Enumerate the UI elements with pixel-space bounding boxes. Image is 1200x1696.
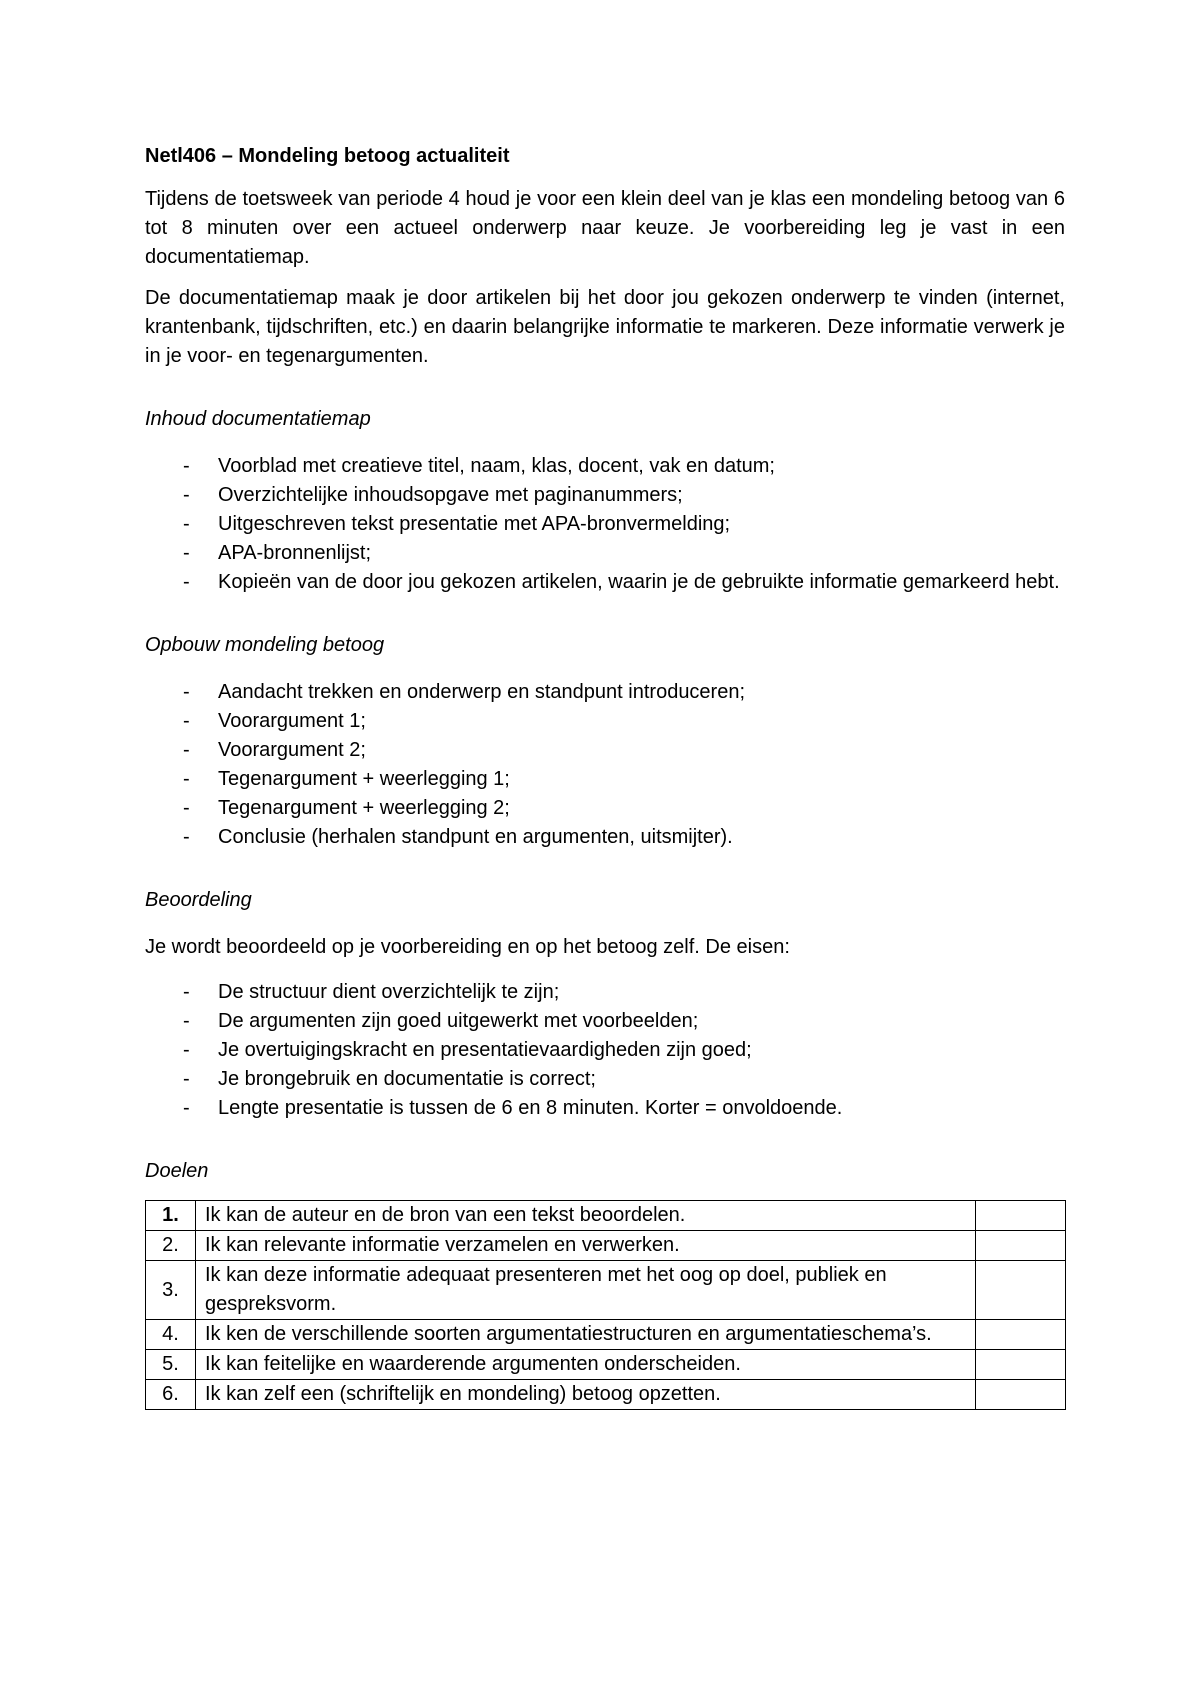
dash-bullet: - xyxy=(183,710,190,732)
list-opbouw xyxy=(145,678,1065,852)
table-row xyxy=(146,1261,1066,1320)
goals-table xyxy=(145,1200,1066,1410)
list-item: - Conclusie (herhalen standpunt en argumenten, uitsmijter). xyxy=(145,823,1065,852)
goal-check-cell[interactable] xyxy=(976,1320,1066,1350)
list-item: - Lengte presentatie is tussen de 6 en 8 minuten. Korter = onvoldoende. xyxy=(145,1094,1065,1123)
list-inhoud xyxy=(145,452,1065,597)
table-row xyxy=(146,1350,1066,1380)
list-item: - APA-bronnenlijst; xyxy=(145,539,1065,568)
dash-bullet: - xyxy=(183,1010,190,1032)
list-item: - De structuur dient overzichtelijk te zijn; xyxy=(145,978,1065,1007)
list-item: - Voorargument 1; xyxy=(145,707,1065,736)
goal-number: 6. xyxy=(146,1380,196,1410)
dash-bullet: - xyxy=(183,1097,190,1119)
table-row xyxy=(146,1320,1066,1350)
list-item: - Tegenargument + weerlegging 2; xyxy=(145,794,1065,823)
dash-bullet: - xyxy=(183,455,190,477)
section-heading-beoordeling: Beoordeling xyxy=(145,889,252,911)
goal-text: Ik kan feitelijke en waarderende argumenten onderscheiden. xyxy=(196,1350,976,1380)
section-heading-doelen: Doelen xyxy=(145,1160,209,1182)
goal-number: 1. xyxy=(146,1201,196,1231)
list-item: - Je overtuigingskracht en presentatievaardigheden zijn goed; xyxy=(145,1036,1065,1065)
section-heading-inhoud: Inhoud documentatiemap xyxy=(145,408,371,430)
goal-number: 3. xyxy=(146,1261,196,1320)
list-item: - Je brongebruik en documentatie is correct; xyxy=(145,1065,1065,1094)
dash-bullet: - xyxy=(183,768,190,790)
dash-bullet: - xyxy=(183,513,190,535)
list-item: - Overzichtelijke inhoudsopgave met paginanummers; xyxy=(145,481,1065,510)
document-page xyxy=(145,142,1065,1410)
list-item: - Voorblad met creatieve titel, naam, klas, docent, vak en datum; xyxy=(145,452,1065,481)
dash-bullet: - xyxy=(183,571,190,593)
dash-bullet: - xyxy=(183,981,190,1003)
goal-number: 2. xyxy=(146,1231,196,1261)
beoordeling-intro: Je wordt beoordeeld op je voorbereiding en op het betoog zelf. De eisen: xyxy=(145,936,790,958)
list-beoordeling xyxy=(145,978,1065,1123)
goal-text: Ik ken de verschillende soorten argumentatiestructuren en argumentatieschema’s. xyxy=(196,1320,976,1350)
dash-bullet: - xyxy=(183,1068,190,1090)
dash-bullet: - xyxy=(183,542,190,564)
goal-text: Ik kan relevante informatie verzamelen en verwerken. xyxy=(196,1231,976,1261)
list-item: - Tegenargument + weerlegging 1; xyxy=(145,765,1065,794)
dash-bullet: - xyxy=(183,1039,190,1061)
goal-text: Ik kan zelf een (schriftelijk en mondeling) betoog opzetten. xyxy=(196,1380,976,1410)
document-title: Netl406 – Mondeling betoog actualiteit xyxy=(145,145,510,167)
goal-check-cell[interactable] xyxy=(976,1380,1066,1410)
dash-bullet: - xyxy=(183,484,190,506)
dash-bullet: - xyxy=(183,739,190,761)
goal-text: Ik kan deze informatie adequaat presenteren met het oog op doel, publiek en gespreksvorm. xyxy=(196,1261,976,1320)
goal-number: 5. xyxy=(146,1350,196,1380)
goal-check-cell[interactable] xyxy=(976,1231,1066,1261)
table-row xyxy=(146,1231,1066,1261)
table-row xyxy=(146,1201,1066,1231)
intro-paragraph: De documentatiemap maak je door artikelen bij het door jou gekozen onderwerp te vinden (internet, krantenbank, tijdschriften, etc.) en daarin belangrijke informatie te markeren. Deze informatie verwerk je in je voor- en tegenargumenten. xyxy=(145,287,1065,367)
goal-check-cell[interactable] xyxy=(976,1201,1066,1231)
dash-bullet: - xyxy=(183,797,190,819)
goal-number: 4. xyxy=(146,1320,196,1350)
section-heading-opbouw: Opbouw mondeling betoog xyxy=(145,634,385,656)
goal-check-cell[interactable] xyxy=(976,1350,1066,1380)
goal-text: Ik kan de auteur en de bron van een tekst beoordelen. xyxy=(196,1201,976,1231)
table-row xyxy=(146,1380,1066,1410)
list-item: - Kopieën van de door jou gekozen artikelen, waarin je de gebruikte informatie gemarkeerd hebt. xyxy=(145,568,1065,597)
list-item: - De argumenten zijn goed uitgewerkt met voorbeelden; xyxy=(145,1007,1065,1036)
dash-bullet: - xyxy=(183,681,190,703)
goal-check-cell[interactable] xyxy=(976,1261,1066,1320)
list-item: - Voorargument 2; xyxy=(145,736,1065,765)
dash-bullet: - xyxy=(183,826,190,848)
list-item: - Aandacht trekken en onderwerp en standpunt introduceren; xyxy=(145,678,1065,707)
intro-paragraph: Tijdens de toetsweek van periode 4 houd je voor een klein deel van je klas een mondeling betoog van 6 tot 8 minuten over een actueel onderwerp naar keuze. Je voorbereiding leg je vast in een documentatiemap. xyxy=(145,188,1065,268)
list-item: - Uitgeschreven tekst presentatie met APA-bronvermelding; xyxy=(145,510,1065,539)
